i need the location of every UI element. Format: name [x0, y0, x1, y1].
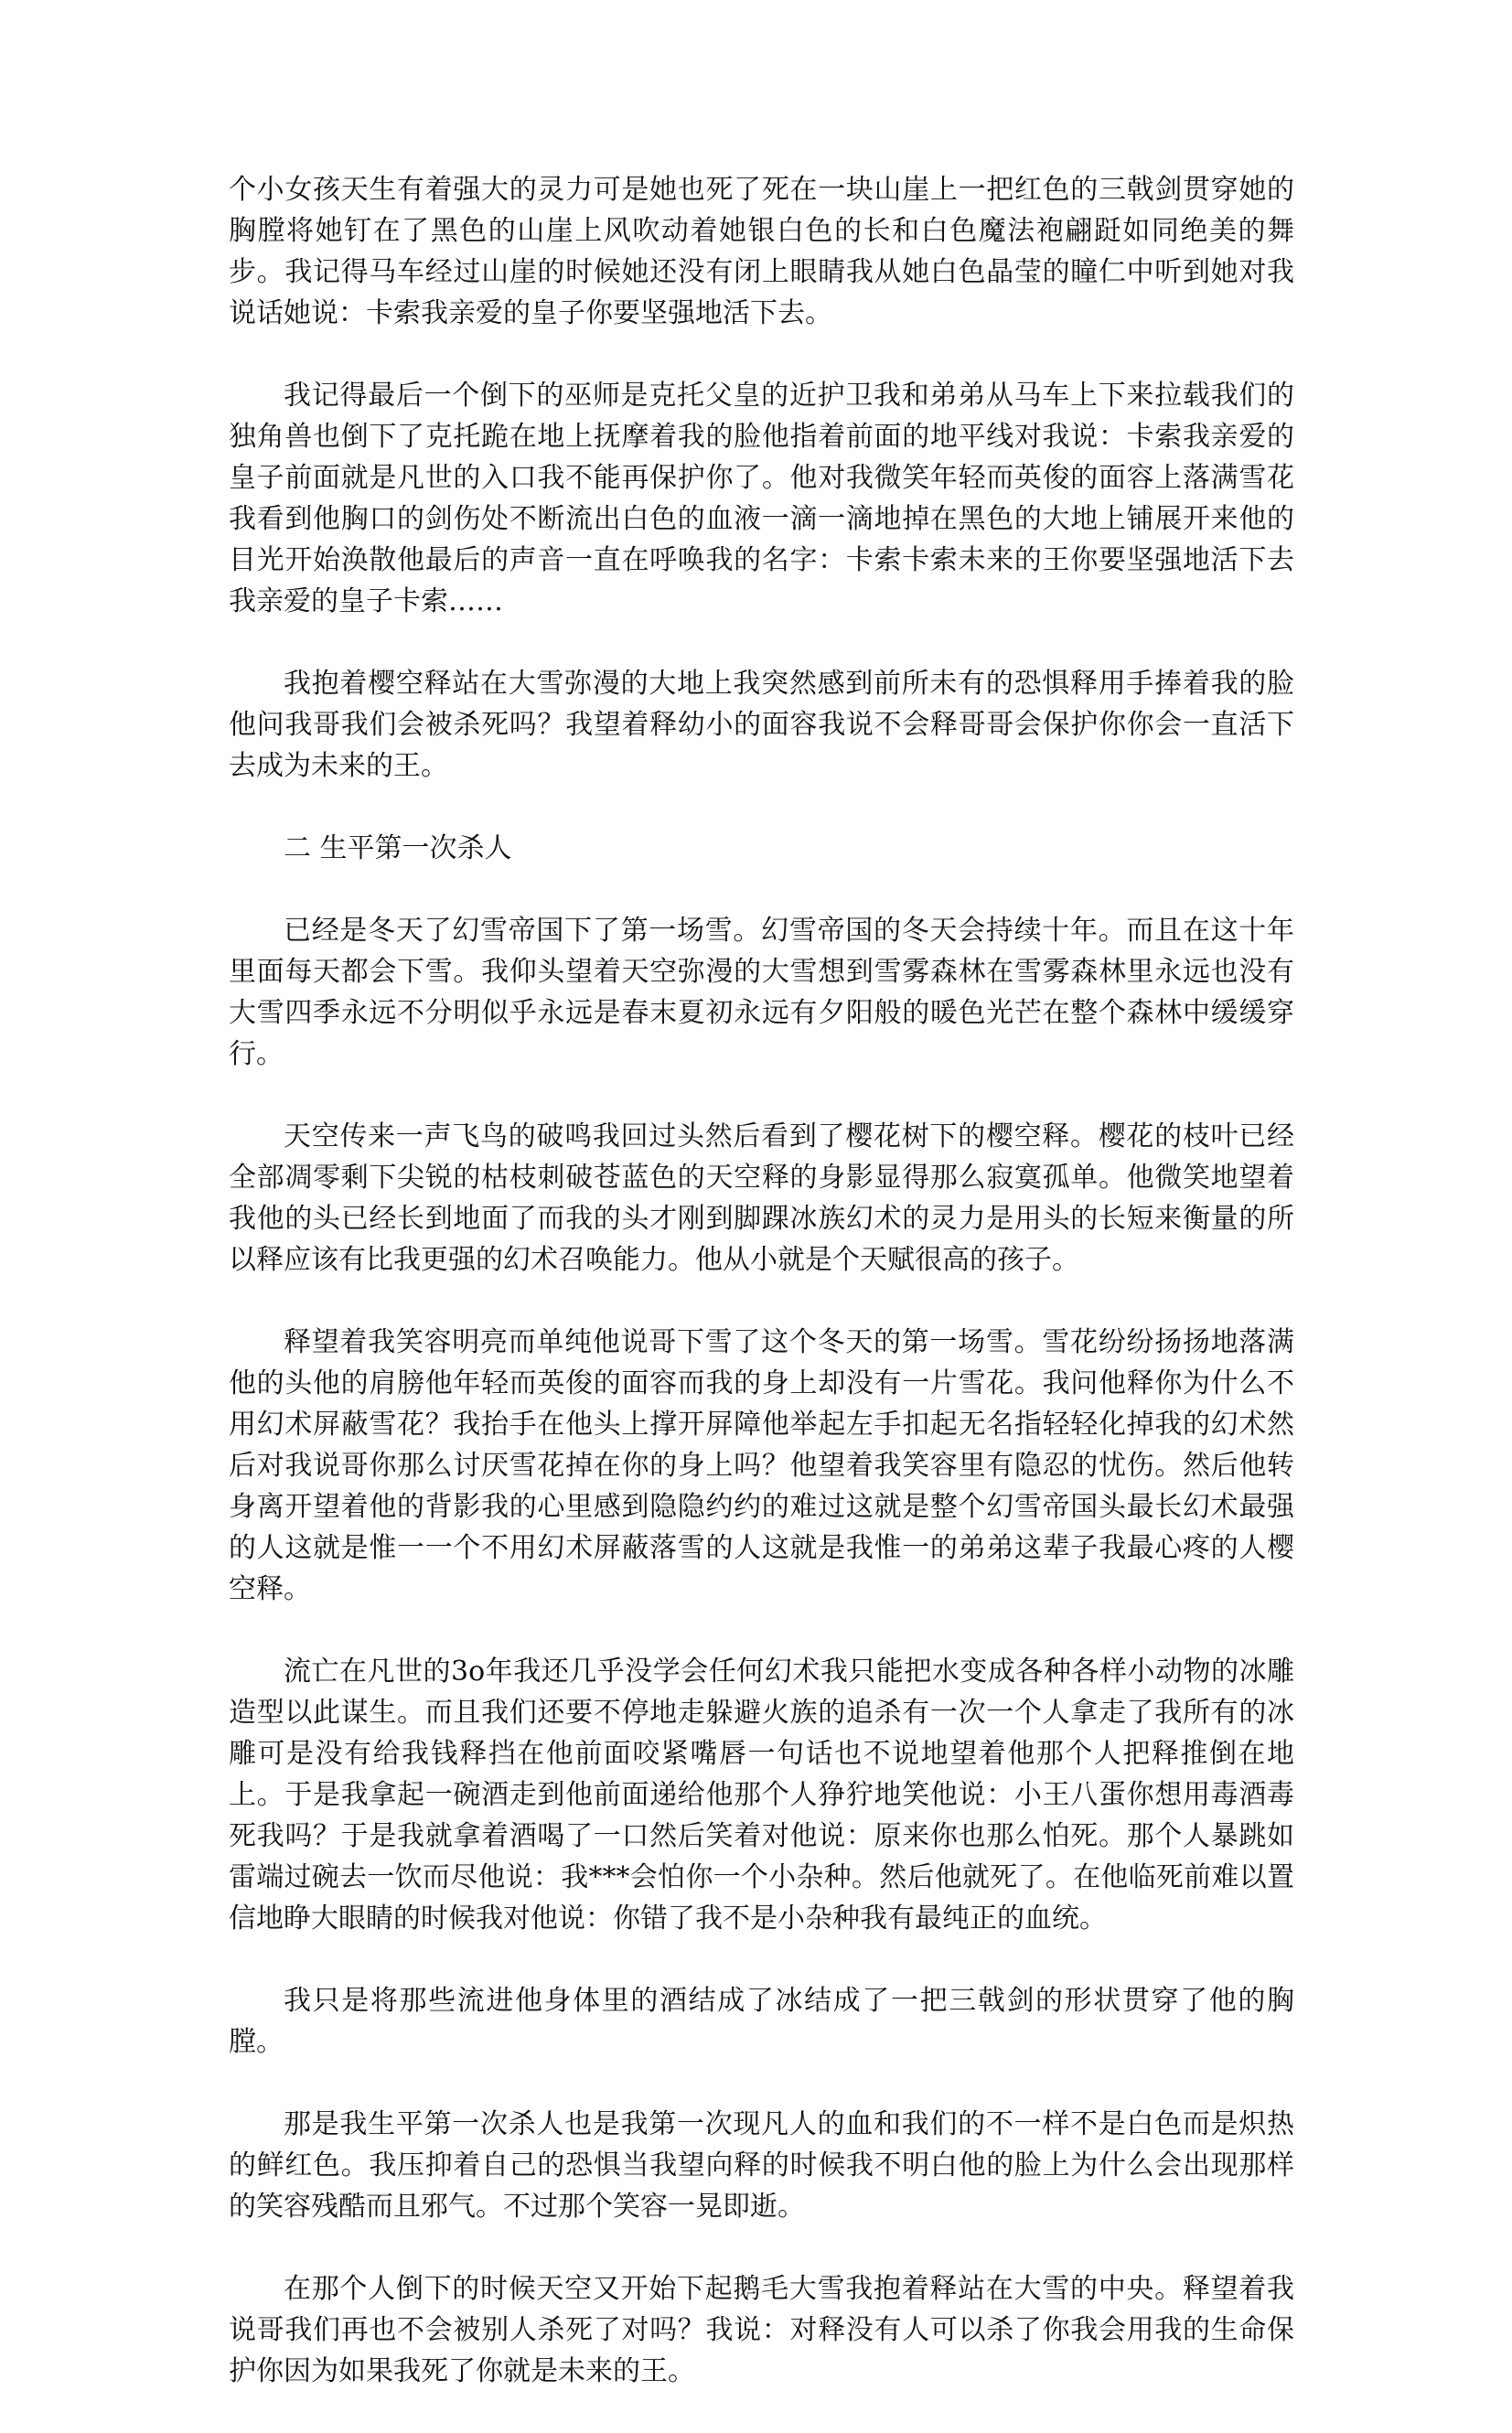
paragraph: 我记得最后一个倒下的巫师是克托父皇的近护卫我和弟弟从马车上下来拉载我们的独角兽也倒下了克托跪在地上抚摩着我的脸他指着前面的地平线对我说：卡索我亲爱的皇子前面就是凡世的入口我不能再保护你了。他对我微笑年轻而英俊的面容上落满雪花我看到他胸口的剑伤处不断流出白色的血液一滴一滴地掉在黑色的大地上铺展开来他的目光开始涣散他最后的声音一直在呼唤我的名字：卡索卡索未来的王你要坚强地活下去我亲爱的皇子卡索……	[229, 380, 1294, 617]
paragraph: 天空传来一声飞鸟的破鸣我回过头然后看到了樱花树下的樱空释。樱花的枝叶已经全部凋零剩下尖锐的枯枝刺破苍蓝色的天空释的身影显得那么寂寞孤单。他微笑地望着我他的头已经长到地面了而我的头才刚到脚踝冰族幻术的灵力是用头的长短来衡量的所以释应该有比我更强的幻术召唤能力。他从小就是个天赋很高的孩子。	[229, 1120, 1294, 1276]
paragraph: 释望着我笑容明亮而单纯他说哥下雪了这个冬天的第一场雪。雪花纷纷扬扬地落满他的头他的肩膀他年轻而英俊的面容而我的身上却没有一片雪花。我问他释你为什么不用幻术屏蔽雪花？我抬手在他头上撑开屏障他举起左手扣起无名指轻轻化掉我的幻术然后对我说哥你那么讨厌雪花掉在你的身上吗？他望着我笑容里有隐忍的忧伤。然后他转身离开望着他的背影我的心里感到隐隐约约的难过这就是整个幻雪帝国头最长幻术最强的人这就是惟一一个不用幻术屏蔽落雪的人这就是我惟一的弟弟这辈子我最心疼的人樱空释。	[229, 1326, 1294, 1605]
paragraph: 我只是将那些流进他身体里的酒结成了冰结成了一把三戟剑的形状贯穿了他的胸膛。	[229, 1985, 1294, 2058]
paragraph: 我抱着樱空释站在大雪弥漫的大地上我突然感到前所未有的恐惧释用手捧着我的脸他问我哥我们会被杀死吗？我望着释幼小的面容我说不会释哥哥会保护你你会一直活下去成为未来的王。	[229, 668, 1294, 782]
paragraph: 个小女孩天生有着强大的灵力可是她也死了死在一块山崖上一把红色的三戟剑贯穿她的胸膛将她钉在了黑色的山崖上风吹动着她银白色的长和白色魔法袍翩跹如同绝美的舞步。我记得马车经过山崖的时候她还没有闭上眼睛我从她白色晶莹的瞳仁中听到她对我说话她说：卡索我亲爱的皇子你要坚强地活下去。	[229, 174, 1294, 329]
paragraph: 那是我生平第一次杀人也是我第一次现凡人的血和我们的不一样不是白色而是炽热的鲜红色。我压抑着自己的恐惧当我望向释的时候我不明白他的脸上为什么会出现那样的笑容残酷而且邪气。不过那个笑容一晃即逝。	[229, 2108, 1294, 2223]
paragraph: 已经是冬天了幻雪帝国下了第一场雪。幻雪帝国的冬天会持续十年。而且在这十年里面每天都会下雪。我仰头望着天空弥漫的大雪想到雪雾森林在雪雾森林里永远也没有大雪四季永远不分明似乎永远是春末夏初永远有夕阳般的暖色光芒在整个森林中缓缓穿行。	[229, 915, 1294, 1070]
paragraph: 流亡在凡世的3o年我还几乎没学会任何幻术我只能把水变成各种各样小动物的冰雕造型以此谋生。而且我们还要不停地走躲避火族的追杀有一次一个人拿走了我所有的冰雕可是没有给我钱释挡在他前面咬紧嘴唇一句话也不说地望着他那个人把释推倒在地上。于是我拿起一碗酒走到他前面递给他那个人狰狞地笑他说：小王八蛋你想用毒酒毒死我吗？于是我就拿着酒喝了一口然后笑着对他说：原来你也那么怕死。那个人暴跳如雷端过碗去一饮而尽他说：我***会怕你一个小杂种。然后他就死了。在他临死前难以置信地睁大眼睛的时候我对他说：你错了我不是小杂种我有最纯正的血统。	[229, 1656, 1294, 1935]
document-page	[229, 169, 1294, 2433]
paragraph: 在那个人倒下的时候天空又开始下起鹅毛大雪我抱着释站在大雪的中央。释望着我说哥我们再也不会被别人杀死了对吗？我说：对释没有人可以杀了你我会用我的生命保护你因为如果我死了你就是未来的王。	[229, 2273, 1294, 2387]
section-heading: 二 生平第一次杀人	[284, 832, 512, 864]
